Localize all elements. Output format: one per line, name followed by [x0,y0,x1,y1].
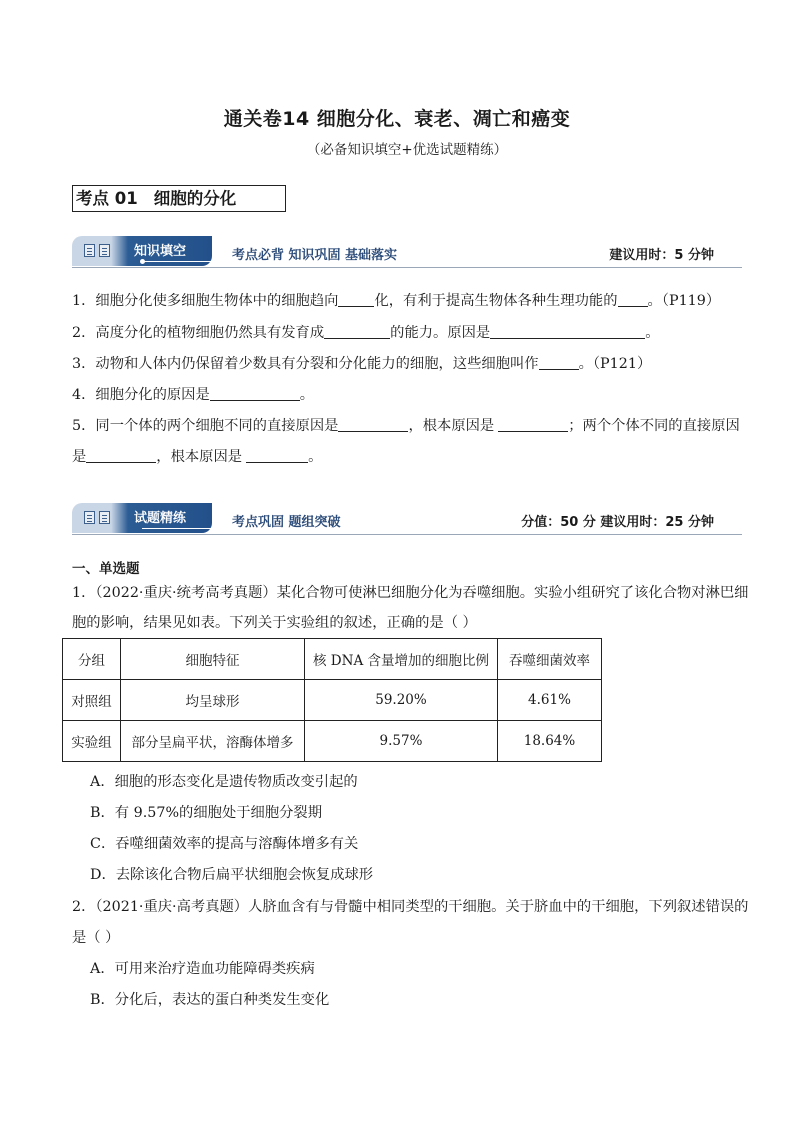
knowledge-badge [72,236,212,266]
question-text: 。 [645,325,660,341]
document-icon [99,244,110,257]
badge-underline [142,261,212,262]
question-text: 化，有利于提高生物体各种生理功能的 [374,293,618,309]
fill-question-3 [72,353,651,373]
banner-focus: 考点巩固 题组突破 [232,515,341,530]
banner-time: 建议用时：5 分钟 [609,248,714,263]
table-cell: 59.20% [305,680,498,721]
table-cell: 对照组 [63,680,121,721]
question-1-stem-cont: 胞的影响，结果见如表。下列关于实验组的叙述，正确的是（ ） [72,615,477,631]
table-cell: 18.64% [498,721,602,762]
document-icon [84,244,95,257]
practice-banner [72,503,742,535]
table-cell: 实验组 [63,721,121,762]
answer-blank[interactable] [338,292,374,307]
answer-blank[interactable] [618,292,648,307]
banner-focus: 考点必背 知识巩固 基础落实 [232,248,398,263]
table-row [63,721,602,762]
table-cell: 部分呈扁平状，溶酶体增多 [121,721,305,762]
banner-time: 分值：50 分 建议用时：25 分钟 [521,515,714,530]
document-icon [84,511,95,524]
answer-blank[interactable] [246,448,308,463]
answer-blank[interactable] [210,386,300,401]
table-header: 吞噬细菌效率 [498,639,602,680]
table-cell: 4.61% [498,680,602,721]
question-text: 。（P121） [578,356,652,372]
question-2-stem-cont: 是（ ） [72,930,120,946]
question-text: ；两个个体不同的直接原因 [568,418,740,434]
results-table [62,638,602,762]
table-header: 核 DNA 含量增加的细胞比例 [305,639,498,680]
option-d[interactable]: D．去除该化合物后扁平状细胞会恢复成球形 [90,867,374,883]
banner-rule [72,534,742,535]
answer-blank[interactable] [539,355,579,370]
topic-code: 考点 01 [76,189,138,208]
section-heading: 一、单选题 [72,561,140,577]
question-text: 3．动物和人体内仍保留着少数具有分裂和分化能力的细胞，这些细胞叫作 [72,356,539,372]
fill-question-5 [72,415,740,435]
option-b[interactable]: B．分化后，表达的蛋白种类发生变化 [90,992,330,1008]
table-cell: 均呈球形 [121,680,305,721]
fill-question-1 [72,290,720,310]
option-c[interactable]: C．吞噬细菌效率的提高与溶酶体增多有关 [90,836,359,852]
question-text: 。 [308,449,323,465]
answer-blank[interactable] [86,448,156,463]
table-header-row [63,639,602,680]
question-1-stem: 1．（2022·重庆·统考高考真题）某化合物可使淋巴细胞分化为吞噬细胞。实验小组研究了该化合物对淋巴细 [72,585,749,601]
banner-rule [72,267,742,268]
question-text: ，根本原因是 [408,418,495,434]
question-text: ，根本原因是 [156,449,243,465]
badge-label: 知识填空 [134,244,187,259]
knowledge-banner [72,236,742,268]
table-header: 分组 [63,639,121,680]
topic-name: 细胞的分化 [153,189,237,208]
answer-blank[interactable] [490,324,645,339]
page-subtitle: （必备知识填空+优选试题精练） [306,142,508,158]
topic-box [72,185,286,212]
badge-underline [142,528,212,529]
option-a[interactable]: A．可用来治疗造血功能障碍类疾病 [90,961,315,977]
answer-blank[interactable] [324,324,390,339]
question-text: 。（P119） [647,293,721,309]
document-icon [99,511,110,524]
answer-blank[interactable] [338,417,408,432]
fill-question-5-cont [72,446,322,466]
practice-badge [72,503,212,533]
fill-question-2 [72,322,660,342]
answer-blank[interactable] [498,417,568,432]
question-text: 1．细胞分化使多细胞生物体中的细胞趋向 [72,293,339,309]
table-header: 细胞特征 [121,639,305,680]
question-2-stem: 2．（2021·重庆·高考真题）人脐血含有与骨髓中相同类型的干细胞。关于脐血中的干细胞，下列叙述错误的 [72,899,749,915]
table-cell: 9.57% [305,721,498,762]
option-a[interactable]: A．细胞的形态变化是遗传物质改变引起的 [90,774,358,790]
question-text: 是 [72,449,87,465]
table-row [63,680,602,721]
page-title: 通关卷14 细胞分化、衰老、凋亡和癌变 [223,108,571,130]
question-text: 2．高度分化的植物细胞仍然具有发育成 [72,325,325,341]
option-b[interactable]: B．有 9.57%的细胞处于细胞分裂期 [90,805,323,821]
question-text: 4．细胞分化的原因是 [72,387,210,403]
question-text: 。 [299,387,315,403]
question-text: 5．同一个体的两个细胞不同的直接原因是 [72,418,339,434]
fill-question-4 [72,384,314,404]
question-text: 的能力。原因是 [390,325,491,341]
badge-label: 试题精练 [134,511,187,526]
